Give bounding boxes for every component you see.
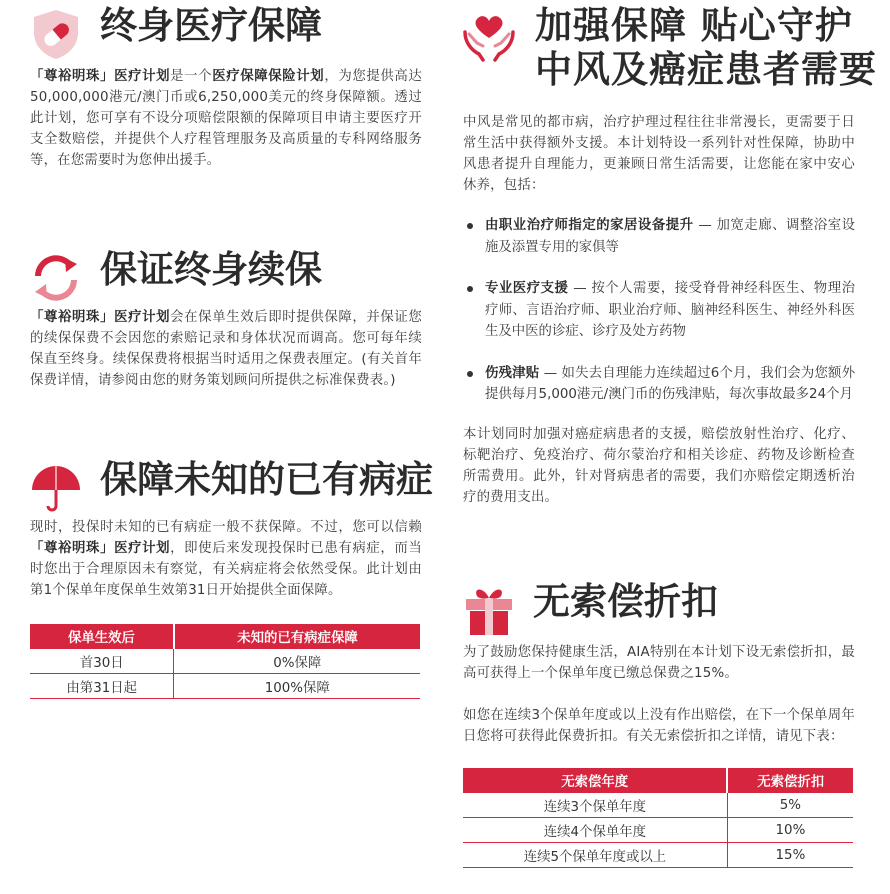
- brand-name: 「尊裕明珠」医疗计划: [30, 69, 171, 84]
- table-cell: 由第31日起: [30, 674, 174, 699]
- bullet-icon: [467, 286, 473, 292]
- table-cell: 连续4个保单年度: [463, 818, 727, 843]
- section-title: 保障未知的已有病症: [100, 458, 433, 501]
- table-row: [463, 818, 853, 843]
- table-cell: 100%保障: [174, 674, 420, 699]
- brand-name: 「尊裕明珠」医疗计划: [30, 310, 171, 325]
- plan-type: 医疗保障保险计划: [212, 69, 325, 84]
- umbrella-icon: [30, 462, 82, 514]
- table-cell: 首30日: [30, 649, 174, 674]
- brand-name: 「尊裕明珠」医疗计划: [30, 541, 171, 556]
- section-title: 加强保障 贴心守护 中风及癌症患者需要: [535, 4, 877, 91]
- section-body: 「尊裕明珠」医疗计划是一个医疗保障保险计划，为您提供高达50,000,000港元/澳门币或6,250,000美元的终身保障额。透过此计划，您可享有不设分项赔偿限额的保障项目申请主要医疗开支全数赔偿，并提供个人疗程管理服务及高质量的专科网络服务等，在您需要时为您伸出援手。: [30, 69, 423, 168]
- renew-arrows-icon: [30, 252, 82, 304]
- section-body: 如您在连续3个保单年度或以上没有作出赔偿，在下一个保单周年日您将可获得此保费折扣。有关无索偿折扣之详情，请见下表：: [463, 708, 855, 744]
- preexisting-coverage-table: [30, 624, 420, 699]
- section-guaranteed-renewal: [30, 244, 422, 391]
- section-title: 无索偿折扣: [533, 580, 718, 623]
- table-row: [463, 793, 853, 818]
- table-cell: 连续3个保单年度: [463, 793, 727, 818]
- shield-pill-icon: [30, 8, 82, 60]
- table-row: [30, 674, 420, 699]
- table-row: [463, 843, 853, 868]
- section-lifetime-coverage: [30, 0, 422, 171]
- list-item: 由职业治疗师指定的家居设备提升 — 加宽走廊、调整浴室设施及添置专用的家俱等: [463, 215, 855, 258]
- table-header: 未知的已有病症保障: [174, 624, 420, 649]
- bullet-icon: [467, 223, 473, 229]
- section-title: 保证终身续保: [100, 248, 322, 291]
- support-list: [463, 215, 855, 406]
- table-row: [30, 649, 420, 674]
- table-cell: 5%: [727, 793, 853, 818]
- section-intro: 中风是常见的都市病，治疗护理过程往往非常漫长，更需要于日常生活中获得额外支援。本计划特设一系列针对性保障，协助中风患者提升自理能力，更兼顾日常生活需要，让您能在家中安心休养，包括：: [463, 115, 855, 193]
- table-cell: 0%保障: [174, 649, 420, 674]
- table-header: 无索偿年度: [463, 768, 727, 793]
- section-closing: 本计划同时加强对癌症病患者的支援，赔偿放射性治疗、化疗、标靶治疗、免疫治疗、荷尔蒙治疗和相关诊症、药物及诊断检查所需费用。此外，针对肾病患者的需要，我们亦赔偿定期透析治疗的费用支出。: [463, 426, 855, 505]
- table-cell: 15%: [727, 843, 853, 868]
- gift-icon: [463, 584, 515, 636]
- list-item: 伤残津贴 — 如失去自理能力连续超过6个月，我们会为您额外提供每月5,000港元/澳门币的伤残津贴，每次事故最多24个月: [463, 363, 855, 406]
- section-no-claim-discount: [463, 576, 855, 868]
- table-cell: 10%: [727, 818, 853, 843]
- list-item: 专业医疗支援 — 按个人需要，接受脊骨神经科医生、物理治疗师、言语治疗师、职业治疗师、脑神经科医生、神经外科医生及中医的诊症、诊疗及处方药物: [463, 278, 855, 343]
- section-body: 为了鼓励您保持健康生活，AIA特别在本计划下设无索偿折扣，最高可获得上一个保单年度已缴总保费之15%。: [463, 645, 855, 681]
- section-body: 现时，投保时未知的已有病症一般不获保障。不过，您可以信赖「尊裕明珠」医疗计划，即使后来发现投保时已患有病症，而当时您出于合理原因未有察觉，有关病症将会依然受保。此计划由第1个保单年度保单生效第31日开始提供全面保障。: [30, 520, 422, 598]
- table-header: 保单生效后: [30, 624, 174, 649]
- table-cell: 连续5个保单年度或以上: [463, 843, 727, 868]
- section-stroke-cancer-support: [463, 0, 877, 508]
- table-header: 无索偿折扣: [727, 768, 853, 793]
- no-claim-discount-table: [463, 768, 853, 868]
- bullet-icon: [467, 371, 473, 377]
- heart-hands-icon: [463, 10, 515, 62]
- section-preexisting-conditions: [30, 454, 433, 699]
- section-body: 「尊裕明珠」医疗计划会在保单生效后即时提供保障，并保证您的续保保费不会因您的索赔记录和身体状况而调高。您可每年续保直至终身。续保保费将根据当时适用之保费表厘定。(有关首年保费详情，请参阅由您的财务策划顾问所提供之标准保费表。): [30, 310, 422, 388]
- section-title: 终身医疗保障: [100, 4, 322, 47]
